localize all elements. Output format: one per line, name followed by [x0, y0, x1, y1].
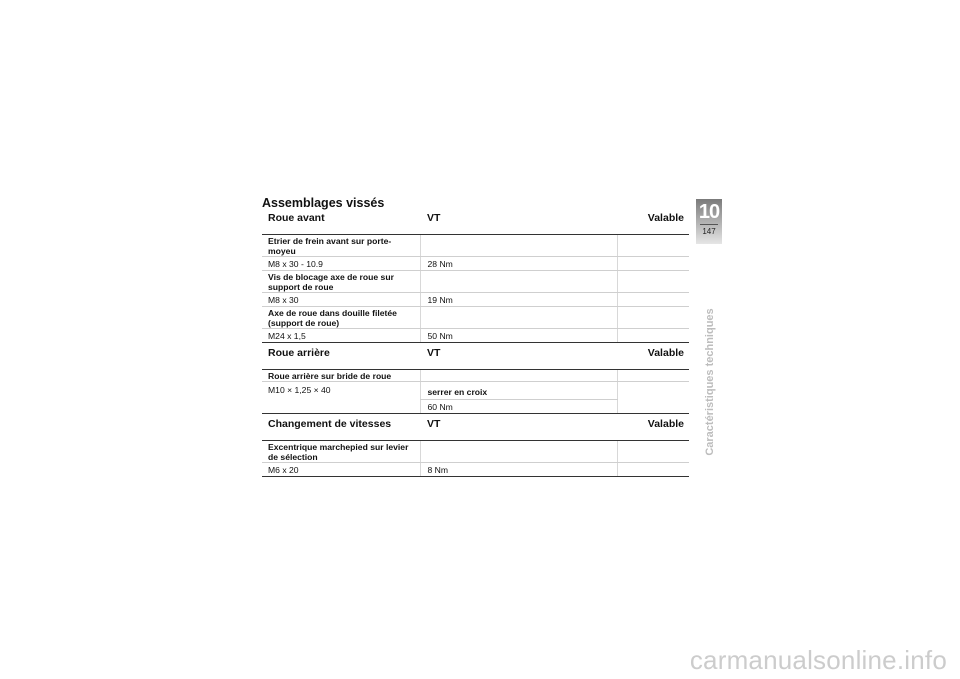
- table-row: [262, 463, 689, 477]
- torque-value: 28 Nm: [420, 257, 617, 271]
- column-header-valid: Valable: [617, 414, 689, 441]
- screw-spec: M8 x 30 - 10.9: [262, 257, 420, 271]
- tab-divider: [700, 224, 718, 225]
- screw-spec: M10 × 1,25 × 40: [262, 382, 420, 414]
- page-number: 147: [702, 227, 716, 236]
- table-row: [262, 329, 689, 343]
- column-header-vt: VT: [420, 414, 617, 441]
- section-header-front-wheel: [262, 208, 689, 235]
- torque-table: [262, 208, 689, 477]
- column-header-valid: Valable: [617, 343, 689, 370]
- column-header-vt: VT: [420, 208, 617, 235]
- chapter-tab: [696, 199, 722, 244]
- component-name: Excentrique marchepied sur levier de sélection: [262, 441, 420, 463]
- component-name: Roue arrière sur bride de roue: [262, 370, 420, 382]
- column-header-component: Changement de vitesses: [262, 414, 420, 441]
- column-header-vt: VT: [420, 343, 617, 370]
- component-name: Vis de blocage axe de roue sur support de roue: [262, 271, 420, 293]
- column-header-valid: Valable: [617, 208, 689, 235]
- tightening-note: serrer en croix: [420, 382, 617, 400]
- table-row: [262, 257, 689, 271]
- chapter-label: Caractéristiques techniques: [704, 308, 716, 456]
- section-header-rear-wheel: [262, 343, 689, 370]
- torque-value: 50 Nm: [420, 329, 617, 343]
- table-row: [262, 271, 689, 293]
- torque-value: 8 Nm: [420, 463, 617, 477]
- screw-spec: M6 x 20: [262, 463, 420, 477]
- table-row: [262, 382, 689, 400]
- table-row: [262, 235, 689, 257]
- section-header-gear-shift: [262, 414, 689, 441]
- table-row: [262, 293, 689, 307]
- component-name: Etrier de frein avant sur porte-moyeu: [262, 235, 420, 257]
- column-header-component: Roue arrière: [262, 343, 420, 370]
- screw-spec: M24 x 1,5: [262, 329, 420, 343]
- torque-value: 19 Nm: [420, 293, 617, 307]
- screw-spec: M8 x 30: [262, 293, 420, 307]
- table-row: [262, 307, 689, 329]
- page-title: Assemblages vissés: [262, 196, 385, 210]
- table-row: [262, 441, 689, 463]
- column-header-component: Roue avant: [262, 208, 420, 235]
- torque-value: 60 Nm: [420, 400, 617, 414]
- table-row: [262, 370, 689, 382]
- watermark: carmanualsonline.info: [689, 645, 947, 675]
- component-name: Axe de roue dans douille filetée (support de roue): [262, 307, 420, 329]
- chapter-number: 10: [698, 201, 720, 223]
